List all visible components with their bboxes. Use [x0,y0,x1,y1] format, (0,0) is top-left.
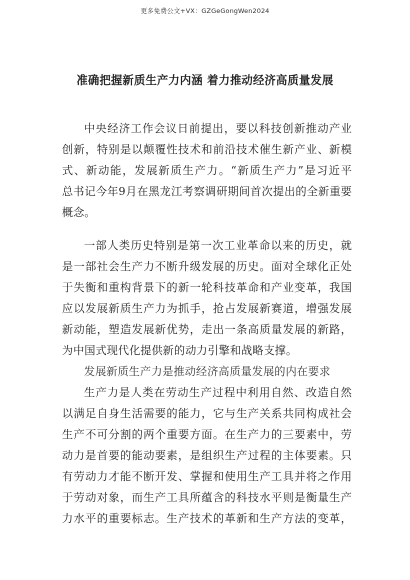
paragraph-line: 生产力是人类在劳动生产过程中利用自然、改造自然 [84,386,352,399]
paragraph-line: 应以发展新质生产力为抓手，抢占发展新赛道，增强发展 [62,302,352,315]
section-subheading: 发展新质生产力是推动经济高质量发展的内在要求 [84,365,331,378]
paragraph-line: 生产不可分割的两个重要方面。在生产力的三要素中，劳 [62,428,352,441]
paragraph-gap [62,223,352,235]
paragraph-line: 总书记今年9月在黑龙江考察调研期间首次提出的全新重要 [62,185,352,198]
header-note: 更多免费公文+VX：GZGeGongWen2024 [140,7,270,15]
paragraph-line: 动力是首要的能动要素，是组织生产过程的主体要素。只 [62,449,352,462]
paragraph-line: 创新，特别是以颠覆性技术和前沿技术催生新产业、新模 [62,143,352,156]
paragraph-line: 为中国式现代化提供新的动力引擎和战略支撑。 [62,344,298,357]
paragraph-line: 新动能，塑造发展新优势，走出一条高质量发展的新路， [62,323,352,336]
paragraph-line: 有劳动力才能不断开发、掌握和使用生产工具并将之作用 [62,470,352,483]
paragraph-line: 力水平的重要标志。生产技术的革新和生产方法的变革， [62,512,352,525]
paragraph-line: 于失衡和重构背景下的新一轮科技革命和产业变革，我国 [62,281,352,294]
paragraph-line: 于劳动对象，而生产工具所蕴含的科技水平则是衡量生产 [62,491,352,504]
paragraph-line: 以满足自身生活需要的能力，它与生产关系共同构成社会 [62,407,352,420]
paragraph-line: 概念。 [62,206,96,219]
paragraph-line: 中央经济工作会议日前提出，要以科技创新推动产业 [84,122,352,135]
paragraph-line: 一部人类历史特别是第一次工业革命以来的历史，就 [84,239,352,252]
paragraph-line: 式、新动能，发展新质生产力。“新质生产力”是习近平 [62,164,352,177]
document-title: 准确把握新质生产力内涵 着力推动经济高质量发展 [76,74,334,87]
paragraph-line: 是一部社会生产力不断升级发展的历史。面对全球化正处 [62,260,352,273]
document-body [62,118,352,529]
